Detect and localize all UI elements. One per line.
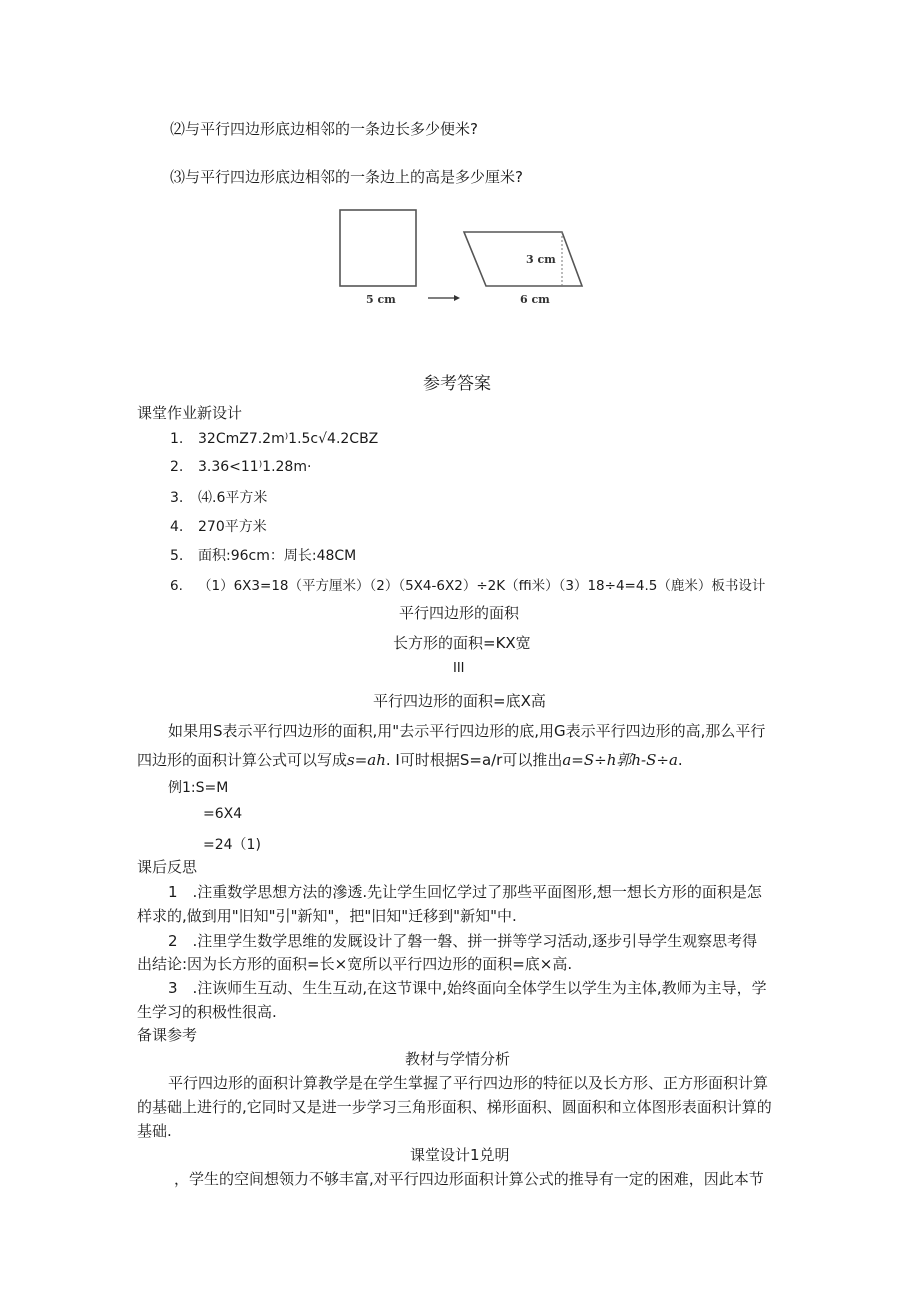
- example-line-3: =24（1): [203, 837, 261, 853]
- formula-area: s=ah: [347, 751, 386, 769]
- reflection-p2a: 2 .注里学生数学思维的发厩设计了磐一磐、拼一拼等学习活动,逐步引导学生观察思考得: [168, 932, 758, 950]
- parallelogram-shape: [464, 232, 582, 286]
- explain-line-1: 如果用S表示平行四边形的面积,用"去示平行四边形的底,用G表示平行四边形的高,那么平行: [168, 722, 766, 740]
- answer-item: [170, 431, 378, 447]
- answer-num: 5.: [170, 548, 184, 564]
- reference-p2a: ，学生的空间想领力不够丰富,对平行四边形面积计算公式的推导有一定的困难，因此本节: [174, 1170, 764, 1188]
- reference-p1a: 平行四边形的面积计算教学是在学生掌握了平行四边形的特征以及长方形、正方形面积计算: [168, 1074, 769, 1092]
- board-line-2: III: [453, 661, 465, 676]
- reference-sub-1: 教材与学情分析: [405, 1050, 511, 1068]
- board-line-1: 长方形的面积=KX宽: [393, 634, 531, 652]
- answer-text: 32CmZ7.2m⁾1.5c√4.2CBZ: [198, 431, 379, 447]
- reflection-p3a: 3 .注诙师生互动、生生互动,在这节课中,始终面向全体学生以学生为主体,教师为主导，学: [168, 979, 767, 997]
- explain-text: 四边形的面积计算公式可以写成: [137, 751, 348, 769]
- reflection-title: 课后反思: [137, 858, 198, 876]
- section-homework: 课堂作业新设计: [137, 404, 243, 422]
- formula-derived: a=S÷h郭h-S÷a: [562, 751, 678, 769]
- height-label: 3 cm: [526, 253, 556, 266]
- reference-sub-2: 课堂设计1兑明: [410, 1146, 510, 1164]
- answer-text: 270平方米: [198, 519, 267, 535]
- explain-line-2: [137, 749, 683, 770]
- board-title: 平行四边形的面积: [399, 604, 520, 622]
- reflection-p2b: 出结论:因为长方形的面积=长×宽所以平行四边形的面积=底×高.: [137, 955, 573, 973]
- reference-p1b: 的基础上进行的,它同时又是进一步学习三角形面积、梯形面积、圆面积和立体图形表面积计算的: [137, 1098, 772, 1116]
- answer-num: 1.: [170, 431, 184, 447]
- rectangle-label: 5 cm: [366, 293, 396, 306]
- answer-text: 面积:96cm：周长:48CM: [198, 548, 357, 564]
- reflection-p1a: 1 .注重数学思想方法的滲透.先让学生回忆学过了那些平面图形,想一想长方形的面积是怎: [168, 883, 762, 901]
- answer-text: （1）6X3=18（平方厘米）（2）（5X4-6X2）÷2K（ffi米）（3）18÷4=4.5（鹿米）板书设计: [198, 578, 766, 594]
- explain-text: .: [677, 751, 683, 769]
- answer-text: ⑷.6平方米: [198, 490, 268, 506]
- answer-num: 6.: [170, 578, 183, 594]
- board-line-3: 平行四边形的面积=底X高: [373, 692, 546, 710]
- parallelogram-base-label: 6 cm: [520, 293, 550, 306]
- answer-num: 4.: [170, 519, 184, 535]
- reflection-p1b: 样求的,做到用"旧知"引"新知"，把"旧知"迁移到"新知"中.: [137, 907, 517, 925]
- answer-num: 3.: [170, 490, 184, 506]
- answer-item: [170, 574, 765, 594]
- reflection-p3b: 生学习的积极性很高.: [137, 1003, 277, 1021]
- rectangle-shape: [340, 210, 416, 286]
- explain-text: . I可时根据S=a∕r可以推出: [385, 751, 563, 769]
- transform-arrow-head: [454, 295, 460, 301]
- answer-text: 3.36<11⁾1.28m·: [198, 459, 312, 475]
- example-line-2: =6X4: [203, 806, 243, 822]
- answers-title: 参考答案: [423, 374, 491, 394]
- question-2: ⑵与平行四边形底边相邻的一条边长多少便米?: [170, 120, 478, 138]
- question-3: ⑶与平行四边形底边相邻的一条边上的高是多少厘米?: [170, 168, 523, 186]
- answer-num: 2.: [170, 459, 184, 475]
- rectangle-to-parallelogram-figure: [330, 200, 590, 315]
- answer-item: [170, 516, 267, 536]
- example-line-1: 例1:S=M: [168, 780, 229, 796]
- answer-item: [170, 487, 267, 507]
- reference-title: 备课参考: [137, 1026, 198, 1044]
- reference-p1c: 基础.: [137, 1122, 172, 1140]
- answer-item: [170, 545, 356, 565]
- answer-item: [170, 459, 311, 475]
